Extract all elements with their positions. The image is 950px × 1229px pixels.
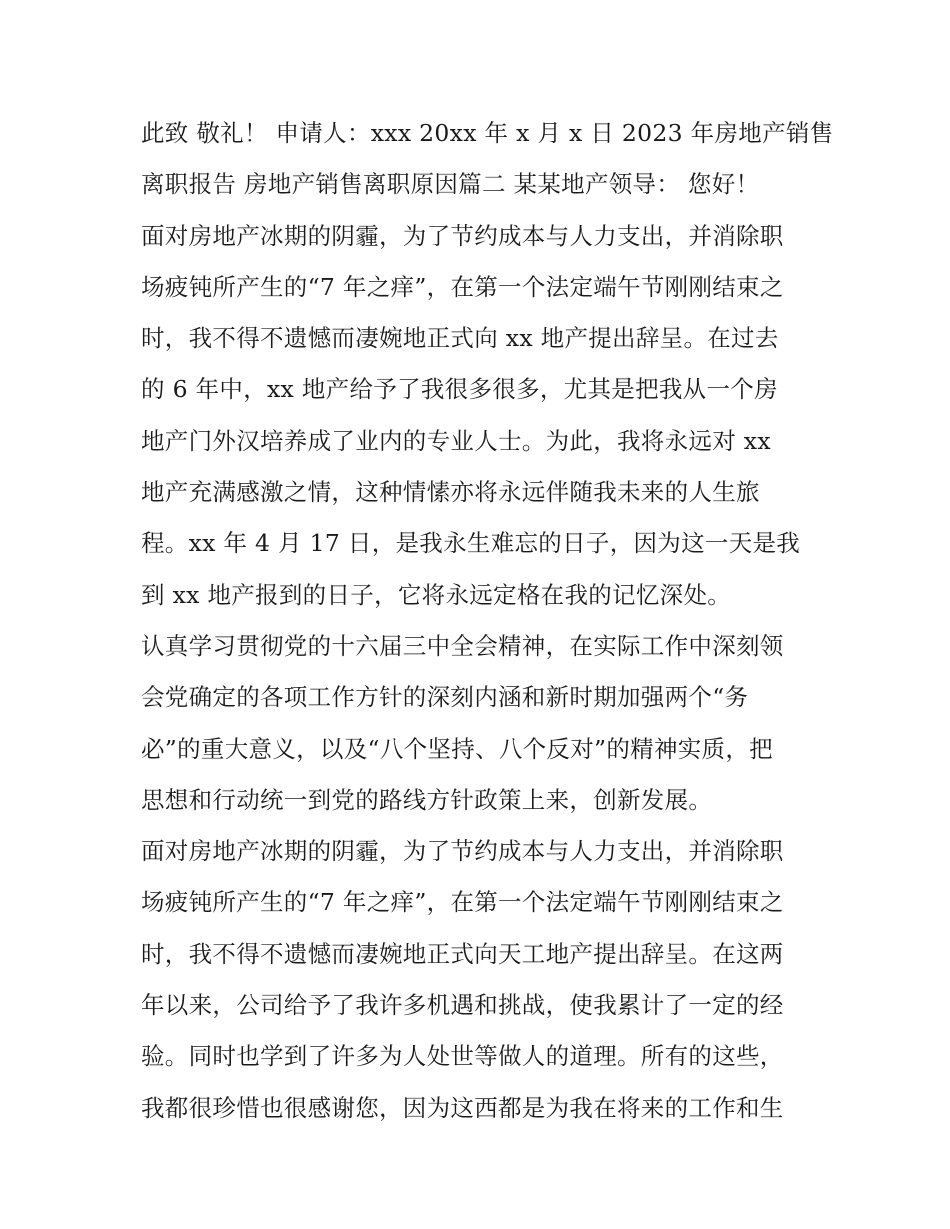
text-line: 年以来，公司给予了我许多机遇和挑战，使我累计了一定的经 [141, 991, 784, 1020]
text-line: 时，我不得不遗憾而凄婉地正式向天工地产提出辞呈。在这两 [141, 939, 784, 968]
text-line: 时，我不得不遗憾而凄婉地正式向 xx 地产提出辞呈。在过去 [141, 324, 779, 353]
text-line: 程。xx 年 4 月 17 日，是我永生难忘的日子，因为这一天是我 [141, 529, 801, 558]
text-line: 到 xx 地产报到的日子，它将永远定格在我的记忆深处。 [141, 580, 732, 609]
text-line: 会党确定的各项工作方针的深刻内涵和新时期加强两个“务 [141, 683, 749, 712]
text-line: 的 6 年中，xx 地产给予了我很多很多，尤其是把我从一个房 [141, 375, 778, 404]
text-line: 场疲钝所产生的“7 年之痒”，在第一个法定端午节刚刚结束之 [141, 272, 784, 301]
text-line: 认真学习贯彻党的十六届三中全会精神，在实际工作中深刻领 [141, 631, 784, 660]
text-line: 面对房地产冰期的阴霾，为了节约成本与人力支出，并消除职 [141, 221, 784, 250]
text-line: 场疲钝所产生的“7 年之痒”，在第一个法定端午节刚刚结束之 [141, 888, 784, 917]
text-line: 此致 敬礼！ 申请人：xxx 20xx 年 x 月 x 日 2023 年房地产销售 [141, 119, 834, 147]
text-line: 我都很珍惜也很感谢您，因为这西都是为我在将来的工作和生 [141, 1093, 784, 1122]
text-line: 离职报告 房地产销售离职原因篇二 某某地产领导： 您好！ [141, 170, 760, 199]
text-line: 面对房地产冰期的阴霾，为了节约成本与人力支出，并消除职 [141, 837, 784, 866]
text-line: 验。同时也学到了许多为人处世等做人的道理。所有的这些， [141, 1042, 784, 1071]
text-line: 地产充满感激之情，这种情愫亦将永远伴随我未来的人生旅 [141, 478, 760, 507]
text-line: 必”的重大意义，以及“八个坚持、八个反对”的精神实质，把 [141, 734, 773, 763]
text-line: 地产门外汉培养成了业内的专业人士。为此，我将永远对 xx [141, 426, 771, 455]
text-line: 思想和行动统一到党的路线方针政策上来，创新发展。 [141, 785, 713, 814]
document-body-text [141, 108, 834, 1134]
